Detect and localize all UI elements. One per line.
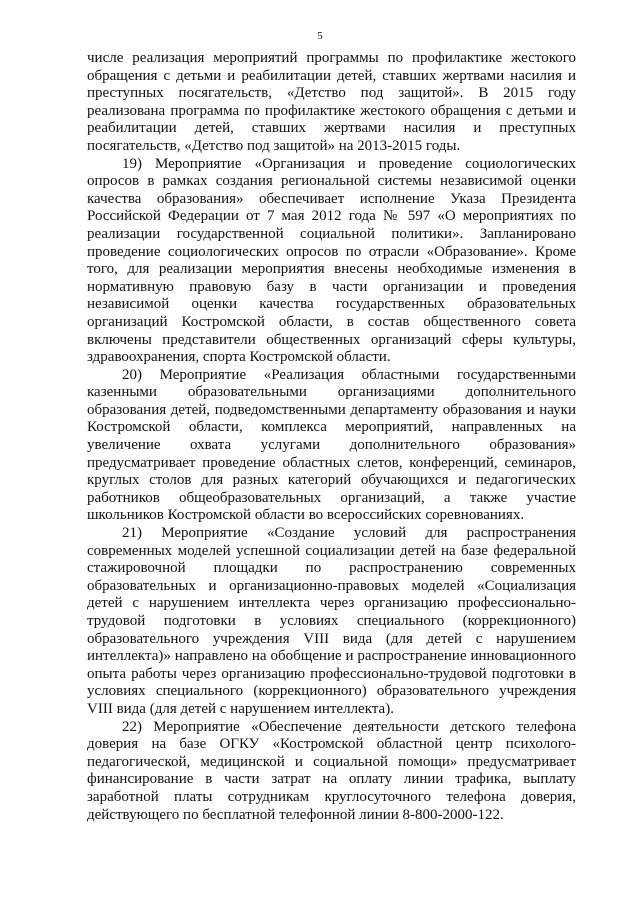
document-body (87, 50, 576, 824)
paragraph-item-20: 20) Мероприятие «Реализация областными государственными казенными образовательными организациями дополнительного образования детей, подведомственными департаменту образования и науки Костромской области, комплекса мероприятий, направленных на увеличение охвата услугами дополнительного образования» предусматривает проведение областных слетов, конференций, семинаров, круглых столов для разных категорий обучающихся и педагогических работников общеобразовательных организаций, а также участие школьников Костромской области во всероссийских соревнованиях. (87, 366, 576, 524)
paragraph-item-21: 21) Мероприятие «Создание условий для распространения современных моделей успешной социализации детей на базе федеральной стажировочной площадки по распространению современных образовательных и организационно-правовых моделей «Социализация детей с нарушением интеллекта через организацию профессионально-трудовой подготовки в условиях специального (коррекционного) образовательного учреждения VIII вида (для детей с нарушением интеллекта)» направлено на обобщение и распространение инновационного опыта работы через организацию профессионально-трудовой подготовки в условиях специального (коррекционного) образовательного учреждения VIII вида (для детей с нарушением интеллекта). (87, 525, 576, 717)
paragraph-item-22: 22) Мероприятие «Обеспечение деятельности детского телефона доверия на базе ОГКУ «Костромской областной центр психолого-педагогической, медицинской и социальной помощи» предусматривает финансирование в части затрат на оплату линии трафика, выплату заработной платы сотрудникам круглосуточного телефона доверия, действующего по бесплатной телефонной линии 8-800-2000-122. (87, 718, 576, 823)
page-number: 5 (317, 30, 323, 42)
paragraph-continuation: числе реализация мероприятий программы по профилактике жестокого обращения с детьми и реабилитации детей, ставших жертвами насилия и преступных посягательств, «Детство под защитой». В 2015 году реализована программа по профилактике жестокого обращения с детьми и реабилитации детей, ставших жертвами насилия и преступных посягательств, «Детство под защитой» на 2013-2015 годы. (87, 50, 576, 154)
paragraph-item-19: 19) Мероприятие «Организация и проведение социологических опросов в рамках создания региональной системы независимой оценки качества образования» обеспечивает исполнение Указа Президента Российской Федерации от 7 мая 2012 года № 597 «О мероприятиях по реализации государственной социальной политики». Запланировано проведение социологических опросов по отрасли «Образование». Кроме того, для реализации мероприятия внесены необходимые изменения в нормативную правовую базу в части организации и проведения независимой оценки качества государственных образовательных организаций Костромской области, в состав общественного совета включены представители общественных организаций сферы культуры, здравоохранения, спорта Костромской области. (87, 155, 576, 366)
